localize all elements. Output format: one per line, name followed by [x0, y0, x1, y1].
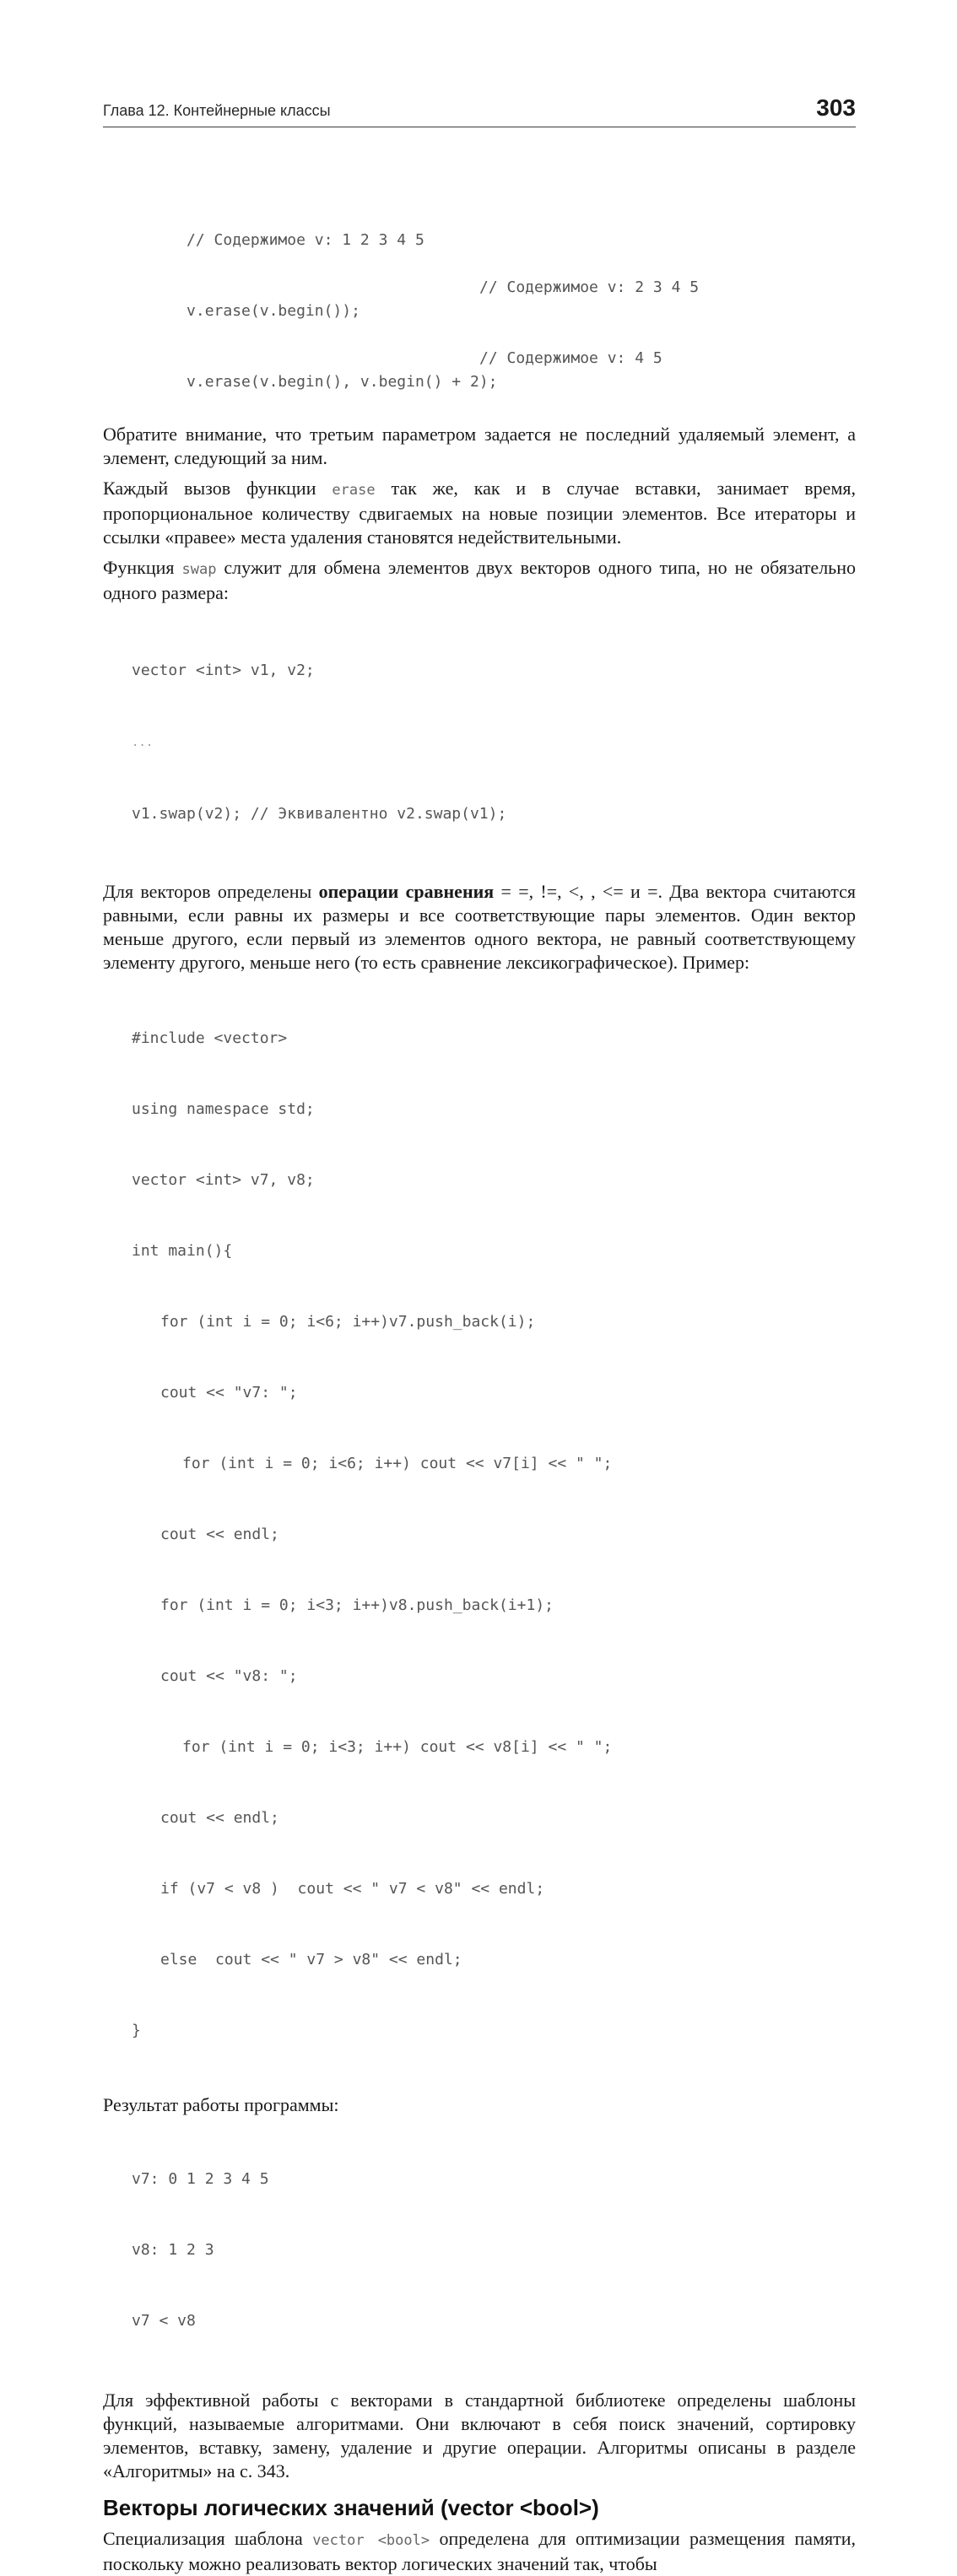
code-line: cout << "v8: "; [160, 1667, 298, 1685]
code-block-erase [103, 158, 856, 418]
text: Для векторов определены [103, 881, 319, 902]
code-line: v1.swap(v2); // Эквивалентно v2.swap(v1); [132, 805, 507, 823]
chapter-title: Глава 12. Контейнерные классы [103, 102, 331, 119]
bold-term: операции сравнения [318, 881, 495, 902]
code-line: cout << endl; [160, 1809, 279, 1827]
code-line: for (int i = 0; i<6; i++)v7.push_back(i); [160, 1313, 536, 1331]
output-line: v7: 0 1 2 3 4 5 [132, 2170, 269, 2188]
text: определена для оптимизации размещения памяти, поскольку можно реализовать вектор логических значений так, чтобы [103, 2528, 856, 2574]
code-text: v.erase(v.begin(), v.begin() + 2); [187, 373, 498, 391]
inline-code: swap [181, 561, 217, 578]
text: = =, !=, <, , <= и =. Два вектора считаются равными, если равны их размеры и все соответствующие пары элементов. Один вектор меньше другого, если первый из элементов одного вектора, не равный соответствующему элементу другого, меньше него (то есть сравнение лексикографическое). Пример: [103, 881, 856, 973]
code-line: for (int i = 0; i<3; i++) cout << v8[i] << " "; [182, 1738, 613, 1756]
paragraph-erase-note: Обратите внимание, что третьим параметром задается не последний удаляемый элемент, а элемент, следующий за ним. [103, 424, 856, 468]
code-block-swap [103, 612, 856, 873]
code-line [132, 205, 856, 249]
code-line [132, 347, 856, 391]
paragraph-comparison [103, 880, 856, 975]
code-ellipsis: ... [132, 736, 154, 749]
code-line: int main(){ [132, 1242, 233, 1260]
code-line: for (int i = 0; i<6; i++) cout << v7[i] << " "; [182, 1455, 613, 1472]
book-page [103, 88, 856, 2576]
code-line: cout << endl; [160, 1526, 279, 1543]
paragraph-erase-cost [103, 477, 856, 549]
code-line: cout << "v7: "; [160, 1384, 298, 1401]
text: Функция [103, 557, 182, 578]
text: так же, как и в случае вставки, занимает время, пропорциональное количеству сдвигаемых на новые позиции элементов. Все итераторы и ссылки «правее» места удаления становятся недействительными. [103, 478, 856, 548]
code-line: if (v7 < v8 ) cout << " v7 < v8" << endl; [160, 1880, 545, 1898]
code-block-output [103, 2120, 856, 2380]
code-line: vector <int> v1, v2; [132, 662, 315, 679]
code-line: vector <int> v7, v8; [132, 1171, 315, 1189]
code-text: v.erase(v.begin()); [187, 302, 360, 320]
running-header [103, 88, 856, 127]
paragraph-output-intro: Результат работы программы: [103, 2094, 339, 2115]
inline-code: vector <bool> [312, 2532, 430, 2549]
paragraph-swap [103, 556, 856, 605]
code-line: #include <vector> [132, 1029, 288, 1047]
code-text: // Содержимое v: 1 2 3 4 5 [187, 231, 424, 249]
code-comment: // Содержимое v: 2 3 4 5 [479, 278, 700, 296]
inline-code: erase [332, 482, 376, 499]
code-line: using namespace std; [132, 1100, 315, 1118]
code-line: for (int i = 0; i<3; i++)v8.push_back(i+1); [160, 1596, 554, 1614]
paragraph-vector-bool [103, 2527, 856, 2576]
output-line: v7 < v8 [132, 2312, 196, 2330]
code-comment: // Содержимое v: 4 5 [479, 349, 662, 367]
text: Каждый вызов функции [103, 478, 333, 499]
text: служит для обмена элементов двух векторов одного типа, но не обязательно одного размера: [103, 557, 856, 603]
paragraph-algorithms: Для эффективной работы с векторами в стандартной библиотеке определены шаблоны функций, называемые алгоритмами. Они включают в себя поиск значений, сортировку элементов, вставку, замену, удаление и другие операции. Алгоритмы описаны в разделе «Алгоритмы» на с. 343. [103, 2390, 856, 2481]
page-number: 303 [816, 95, 856, 121]
code-line [132, 276, 856, 320]
code-block-example [103, 980, 856, 2090]
code-line: } [132, 2022, 141, 2039]
text: Специализация шаблона [103, 2528, 313, 2549]
code-line: else cout << " v7 > v8" << endl; [160, 1951, 462, 1968]
output-line: v8: 1 2 3 [132, 2241, 214, 2259]
section-heading: Векторы логических значений (vector <bool>) [103, 2495, 599, 2520]
